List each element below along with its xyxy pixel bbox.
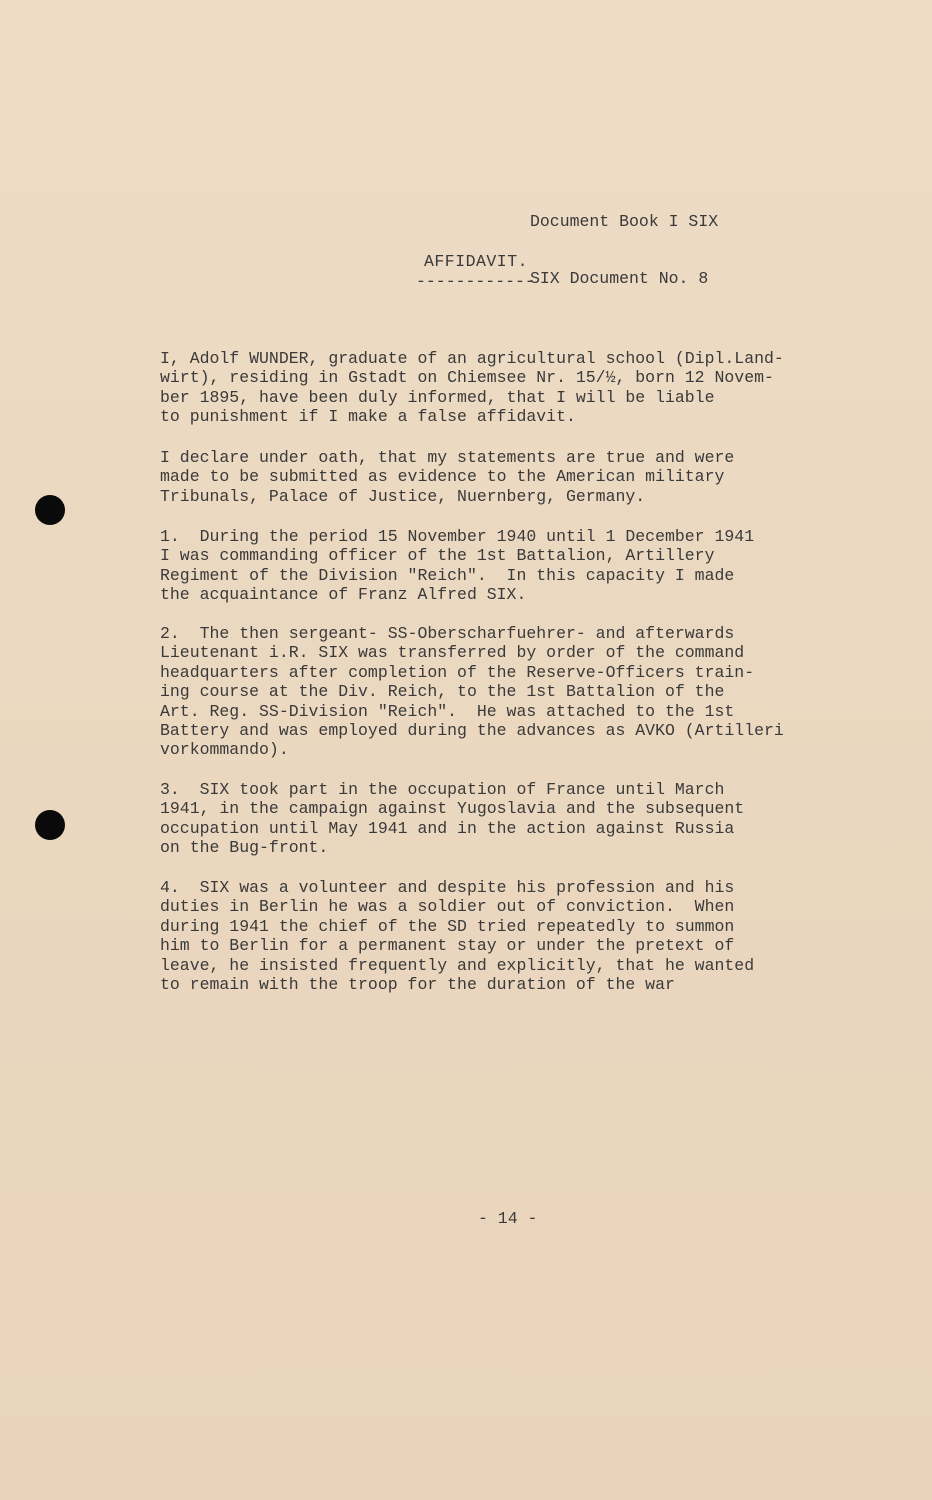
document-title: AFFIDAVIT. [424, 252, 529, 271]
paragraph-4: 4. SIX was a volunteer and despite his profession and his duties in Berlin he was a soldier out of conviction. When during 1941 the chief of the SD tried repeatedly to summon him to Berlin for a permanent stay or under the pretext of leave, he insisted frequently and explicitly, that he wanted to remain with the troop for the duration of the war [160, 878, 755, 995]
header-line-2: SIX Document No. 8 [530, 269, 709, 288]
page-number: - 14 - [478, 1209, 538, 1228]
paragraph-1: 1. During the period 15 November 1940 until 1 December 1941 I was commanding officer of the 1st Battalion, Artillery Regiment of the Division "Reich". In this capacity I made the acquaintance of Franz Alfred SIX. [160, 527, 755, 605]
punch-hole [35, 810, 65, 840]
paragraph-2: 2. The then sergeant- SS-Oberscharfuehrer- and afterwards Lieutenant i.R. SIX was transferred by order of the command headquarters after completion of the Reserve-Officers train- ing course at the Div. Reich, to the 1st Battalion of the Art. Reg. SS-Division "Reich". He was attached to the 1st Battery and was employed during the advances as AVKO (Artilleri vorkommando). [160, 624, 784, 760]
paragraph-3: 3. SIX took part in the occupation of France until March 1941, in the campaign against Yugoslavia and the subsequent occupation until May 1941 and in the action against Russia on the Bug-front. [160, 780, 745, 858]
document-header [530, 174, 718, 326]
intro-paragraph: I, Adolf WUNDER, graduate of an agricultural school (Dipl.Land- wirt), residing in Gstadt on Chiemsee Nr. 15/½, born 12 Novem- ber 1895, have been duly informed, that I will be liable to punishment if I make a false affidavit. [160, 349, 784, 427]
punch-hole [35, 495, 65, 525]
header-line-1: Document Book I SIX [530, 212, 719, 231]
declaration-paragraph: I declare under oath, that my statements are true and were made to be submitted as evidence to the American military Tribunals, Palace of Justice, Nuernberg, Germany. [160, 448, 735, 506]
title-underline: ------------ [416, 272, 535, 291]
